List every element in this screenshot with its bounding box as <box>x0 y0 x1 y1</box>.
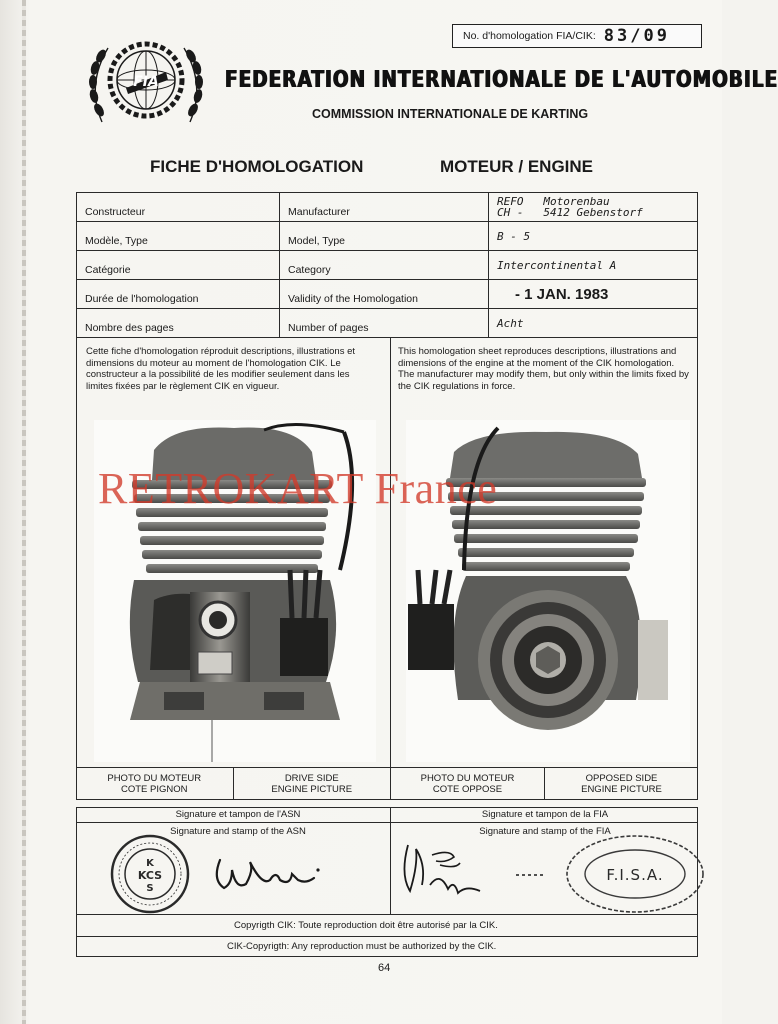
caption-line: DRIVE SIDE <box>284 773 339 784</box>
caption-photo-drive-en <box>233 768 391 800</box>
caption-row-drive-side <box>76 767 390 800</box>
row-label-en: Number of pages <box>280 309 489 338</box>
federation-title: FEDERATION INTERNATIONALE DE L'AUTOMOBILE <box>225 67 778 94</box>
asn-handwritten-signature-icon <box>210 840 340 900</box>
row-value: Intercontinental A <box>489 251 698 280</box>
copyright-fr: Copyrigth CIK: Toute reproduction doit être autorisé par la CIK. <box>234 920 498 931</box>
homologation-number-box <box>452 24 702 48</box>
row-label-fr: Modèle, Type <box>77 222 280 251</box>
row-value: Acht <box>489 309 698 338</box>
manufacturer-name: REFO Motorenbau <box>497 195 610 208</box>
caption-line: PHOTO DU MOTEUR <box>420 773 515 784</box>
photo-divider <box>390 337 391 800</box>
kcs-stamp-icon <box>100 830 200 914</box>
row-label-fr: Nombre des pages <box>77 309 280 338</box>
table-row <box>77 222 698 251</box>
manufacturer-address: CH - 5412 Gebenstorf <box>497 206 643 219</box>
fia-handwritten-signature-icon <box>396 835 556 911</box>
signature-divider <box>390 807 391 914</box>
fia-signature-label-fr: Signature et tampon de la FIA <box>481 809 609 820</box>
caption-line: COTE PIGNON <box>120 784 188 795</box>
caption-line: OPPOSED SIDE <box>585 773 658 784</box>
table-row <box>77 251 698 280</box>
svg-text:FIA: FIA <box>133 74 159 90</box>
table-row <box>77 309 698 338</box>
row-label-en: Model, Type <box>280 222 489 251</box>
svg-text:KCS: KCS <box>137 869 163 882</box>
commission-title: COMMISSION INTERNATIONALE DE KARTING <box>312 107 589 121</box>
signature-header-line <box>76 822 698 823</box>
caption-line: PHOTO DU MOTEUR <box>107 773 202 784</box>
caption-line: COTE OPPOSE <box>432 784 503 795</box>
homologation-value: 83/09 <box>603 26 670 46</box>
svg-text:K: K <box>146 858 154 869</box>
validity-date-stamp: - 1 JAN. 1983 <box>489 280 698 309</box>
caption-photo-opposed-fr <box>391 768 544 800</box>
description-fr: Cette fiche d'homologation réproduit descriptions, illustrations et dimensions du moteur au moment de l'homologation CIK. Le constructeur a la possibilité de les modifier seulement dans les limites fixées par le règlement CIK en vigueur. <box>86 346 356 392</box>
asn-signature-label-fr: Signature et tampon de l'ASN <box>175 809 301 820</box>
engine-title: MOTEUR / ENGINE <box>440 157 594 176</box>
caption-photo-opposed-en <box>544 768 698 800</box>
table-row <box>77 280 698 309</box>
row-label-en: Validity of the Homologation <box>280 280 489 309</box>
fia-logo-icon <box>82 30 210 130</box>
caption-line: ENGINE PICTURE <box>581 784 662 795</box>
row-label-en: Manufacturer <box>280 193 489 222</box>
fisa-stamp-icon <box>560 826 710 916</box>
fia-signature-label-en: Signature and stamp of the FIA <box>479 826 611 837</box>
description-en: This homologation sheet reproduces descriptions, illustrations and dimensions of the engine at the moment of the CIK homologation. The manufacturer may modify them, but only within the limits fixed by the CIK regulations in force. <box>398 346 689 392</box>
svg-text:F.I.S.A.: F.I.S.A. <box>606 866 664 884</box>
row-label-en: Category <box>280 251 489 280</box>
caption-photo-drive-fr <box>76 768 233 800</box>
page-number: 64 <box>378 962 391 974</box>
row-label-fr: Durée de l'homologation <box>77 280 280 309</box>
asn-signature-label-en: Signature and stamp of the ASN <box>170 826 306 837</box>
table-row <box>77 193 698 222</box>
row-label-fr: Catégorie <box>77 251 280 280</box>
copyright-en: CIK-Copyrigth: Any reproduction must be authorized by the CIK. <box>227 941 497 952</box>
fiche-title: FICHE D'HOMOLOGATION <box>150 157 364 176</box>
row-value: B - 5 <box>489 222 698 251</box>
row-value <box>489 193 698 222</box>
svg-text:S: S <box>146 883 154 894</box>
retrokart-watermark: RETROKART France <box>98 464 498 513</box>
homologation-info-table <box>76 192 698 338</box>
row-label-fr: Constructeur <box>77 193 280 222</box>
caption-line: ENGINE PICTURE <box>271 784 353 795</box>
caption-row-opposed-side <box>391 767 698 800</box>
homologation-label: No. d'homologation FIA/CIK: <box>463 30 596 42</box>
copyright-line-mid <box>76 936 698 937</box>
binding-edge <box>22 0 26 1024</box>
